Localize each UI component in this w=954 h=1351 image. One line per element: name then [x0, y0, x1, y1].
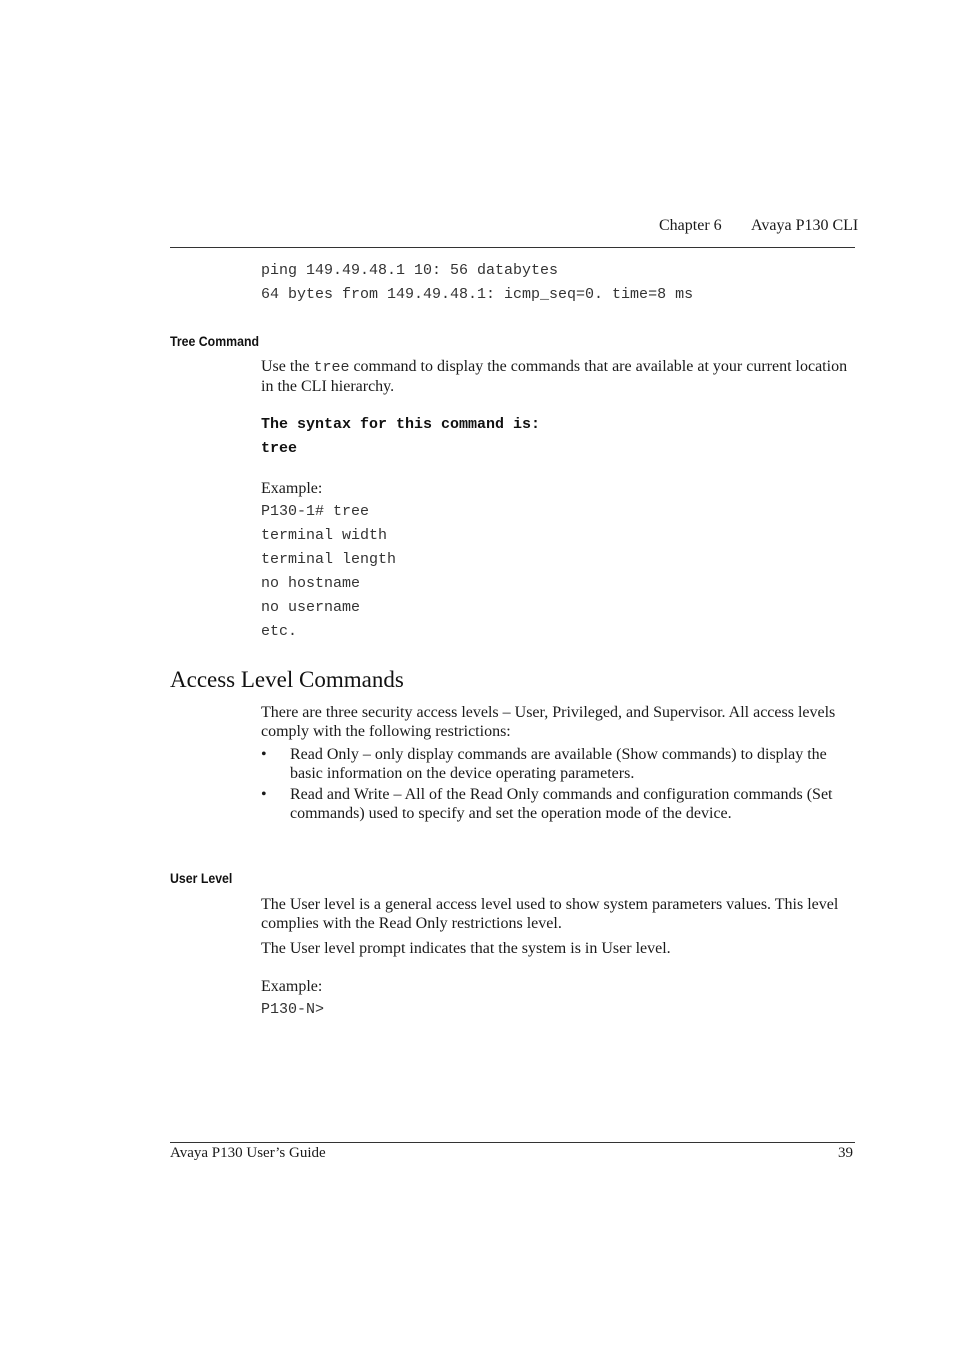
access-level-intro: There are three security access levels – User, Privileged, and Supervisor. All access levels comply with the following restrictions:: [261, 704, 836, 740]
tree-intro-after: command to display the commands that are available at your current location in the CLI hierarchy.: [261, 358, 848, 395]
tree-example-label: Example:: [261, 480, 323, 497]
header-chapter: Chapter 6: [659, 217, 722, 234]
syntax-command: tree: [261, 440, 298, 457]
header-rule: [170, 247, 855, 248]
user-level-para-2: The User level prompt indicates that the system is in User level.: [261, 940, 671, 957]
footer-guide-title: Avaya P130 User’s Guide: [170, 1145, 326, 1161]
user-level-example-code: P130-N>: [261, 1001, 325, 1018]
tree-example-line: etc.: [261, 623, 298, 640]
user-level-example-label: Example:: [261, 978, 323, 995]
tree-example-line: terminal length: [261, 551, 397, 568]
tree-example-line: terminal width: [261, 527, 388, 544]
tree-intro-before: Use the: [261, 358, 314, 375]
bullet-marker: •: [261, 786, 267, 803]
header-title: Avaya P130 CLI: [751, 217, 859, 234]
tree-command-intro: [261, 357, 856, 396]
footer-rule: [170, 1142, 855, 1143]
user-level-heading: User Level: [170, 870, 233, 886]
bullet-read-only: Read Only – only display commands are available (Show commands) to display the basic information on the device operating parameters.: [290, 746, 827, 782]
tree-example-line: no hostname: [261, 575, 361, 592]
tree-example-line: no username: [261, 599, 361, 616]
access-level-heading: Access Level Commands: [170, 667, 404, 692]
footer-page-number: 39: [838, 1145, 853, 1161]
tree-example-line: P130-1# tree: [261, 503, 370, 520]
bullet-read-write: Read and Write – All of the Read Only commands and configuration commands (Set commands) used to specify and set the operation mode of the device.: [290, 786, 833, 822]
ping-line-2: 64 bytes from 149.49.48.1: icmp_seq=0. time=8 ms: [261, 286, 694, 303]
tree-intro-code: tree: [313, 359, 350, 376]
user-level-para-1: The User level is a general access level used to show system parameters values. This level complies with the Read Only restrictions level.: [261, 896, 839, 932]
syntax-label: The syntax for this command is:: [261, 416, 541, 433]
ping-line-1: ping 149.49.48.1 10: 56 databytes: [261, 262, 559, 279]
tree-command-heading: Tree Command: [170, 333, 260, 349]
bullet-marker: •: [261, 746, 267, 763]
